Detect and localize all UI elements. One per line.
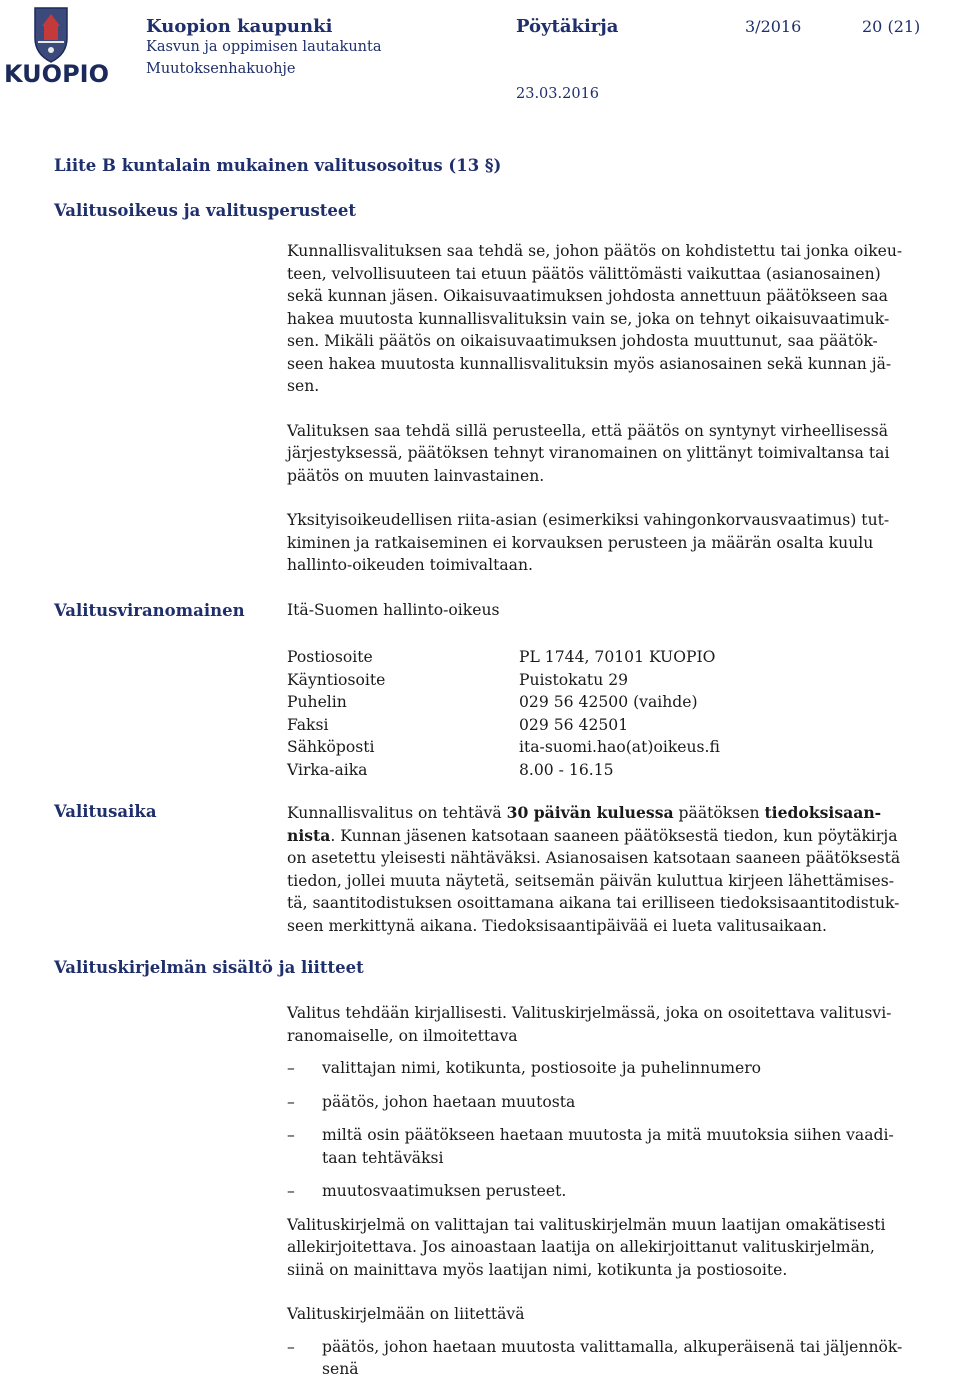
page-title: Liite B kuntalain mukainen valitusosoitus (13 §) — [54, 156, 502, 175]
text-line: teen, velvollisuuteen tai etuun päätös välittömästi vaikuttaa (asianosainen) — [287, 264, 881, 283]
text-line: allekirjoitettava. Jos ainoastaan laatija on allekirjoittanut valituskirjelmän, — [287, 1238, 875, 1256]
section-heading-rights: Valitusoikeus ja valitusperusteet — [54, 201, 357, 220]
attachments-title: Valituskirjelmään on liitettävä — [287, 1305, 525, 1323]
contact-key: Virka-aika — [287, 760, 368, 779]
contents-section — [287, 1002, 957, 1381]
text-line: muutosvaatimuksen perusteet. — [322, 1182, 567, 1200]
list-item — [287, 1336, 957, 1381]
text-line — [287, 825, 957, 848]
text-line: Kunnallisvalituksen saa tehdä se, johon päätös on kohdistettu tai jonka oikeu- — [287, 242, 903, 260]
required-items-list — [287, 1057, 957, 1203]
rights-section — [287, 240, 957, 577]
text-line: tä, saantitodistuksen osoittamana aikana tai erilliseen tiedoksisaantitodistuk- — [287, 894, 900, 912]
text-line: kiminen ja ratkaiseminen ei korvauksen perusteen ja määrän osalta kuulu — [287, 533, 874, 552]
contact-value: 029 56 42500 (vaihde) — [519, 693, 698, 711]
coat-of-arms-icon — [4, 4, 98, 64]
text-line: Valitus tehdään kirjallisesti. Valituskirjelmässä, joka on osoitettava valitusvi- — [287, 1004, 892, 1022]
board-name: Kasvun ja oppimisen lautakunta — [146, 39, 382, 55]
dash-bullet: – — [287, 1092, 295, 1111]
rights-paragraph-2 — [287, 420, 957, 488]
contact-value: Puistokatu 29 — [519, 670, 629, 689]
text-line: päätös, johon haetaan muutosta valittamalla, alkuperäisenä tai jäljennök- — [322, 1337, 903, 1356]
dash-bullet: – — [287, 1182, 295, 1200]
emphasis-days: 30 päivän kuluessa — [506, 803, 674, 822]
text-line: senä — [322, 1360, 359, 1378]
authority-name: Itä-Suomen hallinto-oikeus — [287, 601, 500, 619]
contact-row — [287, 714, 847, 737]
contact-row — [287, 646, 847, 669]
text-line: seen hakea muutosta kunnallisvalituksin myös asianosainen sekä kunnan jä- — [287, 354, 892, 373]
text-line: päätös on muuten lainvastainen. — [287, 466, 545, 485]
authority-contacts — [287, 646, 847, 781]
period-section — [287, 802, 957, 937]
text-run: päätöksen — [673, 804, 765, 822]
authority-label: Valitusviranomainen — [54, 601, 245, 620]
text-line: Yksityisoikeudellisen riita-asian (esimerkiksi vahingonkorvausvaatimus) tut- — [287, 511, 890, 529]
contact-row — [287, 691, 847, 714]
contact-key: Faksi — [287, 715, 329, 734]
list-item — [287, 1091, 957, 1114]
contact-key: Käyntiosoite — [287, 670, 386, 689]
page-number: 20 (21) — [862, 17, 921, 36]
period-paragraph — [287, 802, 957, 937]
emphasis-notification-end: nista — [287, 825, 331, 845]
contact-row — [287, 759, 847, 782]
rights-paragraph-3 — [287, 509, 957, 577]
organization-name: Kuopion kaupunki — [146, 16, 333, 37]
text-line: tiedon, jollei muuta näytetä, seitsemän päivän kuluttua kirjeen lähettämises- — [287, 871, 895, 890]
contact-row — [287, 669, 847, 692]
text-line: Valituskirjelmä on valittajan tai valituskirjelmän muun laatijan omakätisesti — [287, 1215, 886, 1234]
document-type: Pöytäkirja — [516, 16, 619, 37]
text-line: sen. Mikäli päätös on oikaisuvaatimuksen johdosta muuttunut, saa päätök- — [287, 332, 878, 350]
list-item — [287, 1124, 957, 1169]
contact-row — [287, 736, 847, 759]
text-line: Valituksen saa tehdä sillä perusteella, että päätös on syntynyt virheellisessä — [287, 421, 889, 440]
list-item — [287, 1057, 957, 1080]
text-line: siinä on mainittava myös laatijan nimi, kotikunta ja postiosoite. — [287, 1260, 788, 1279]
text-line: miltä osin päätökseen haetaan muutosta ja mitä muutoksia siihen vaadi- — [322, 1126, 894, 1144]
contact-value-email: ita-suomi.hao(at)oikeus.fi — [519, 738, 720, 756]
text-line: sekä kunnan jäsen. Oikaisuvaatimuksen johdosta annettuun päätökseen saa — [287, 287, 888, 305]
document-number: 3/2016 — [745, 17, 802, 36]
text-line: hakea muutosta kunnallisvalituksin vain se, joka on tehnyt oikaisuvaatimuk- — [287, 309, 890, 328]
section-name: Muutoksenhakuohje — [146, 61, 296, 77]
text-line: sen. — [287, 377, 320, 395]
attachments-list — [287, 1336, 957, 1381]
rights-paragraph-1 — [287, 240, 957, 398]
list-item — [287, 1180, 957, 1203]
contact-value: 029 56 42501 — [519, 715, 629, 734]
signature-paragraph — [287, 1214, 957, 1282]
contact-key: Sähköposti — [287, 738, 375, 756]
text-line: seen merkittynä aikana. Tiedoksisaantipäivää ei lueta valitusaikaan. — [287, 916, 827, 935]
contact-value: 8.00 - 16.15 — [519, 760, 614, 779]
text-line: valittajan nimi, kotikunta, postiosoite ja puhelinnumero — [322, 1059, 762, 1077]
logo-wordmark: KUOPIO — [4, 60, 109, 88]
text-run: . Kunnan jäsenen katsotaan saaneen päätöksestä tiedon, kun pöytäkirja — [330, 826, 898, 845]
contact-value: PL 1744, 70101 KUOPIO — [519, 648, 716, 666]
contact-key: Postiosoite — [287, 648, 373, 666]
text-line: hallinto-oikeuden toimivaltaan. — [287, 556, 533, 574]
dash-bullet: – — [287, 1337, 295, 1356]
emphasis-notification: tiedoksisaan- — [764, 803, 882, 822]
text-line: järjestyksessä, päätöksen tehnyt viranomainen on ylittänyt toimivaltansa tai — [287, 444, 890, 462]
contents-intro — [287, 1002, 957, 1047]
period-label: Valitusaika — [54, 802, 157, 821]
dash-bullet: – — [287, 1059, 295, 1077]
dash-bullet: – — [287, 1126, 295, 1144]
text-line: taan tehtäväksi — [322, 1148, 444, 1167]
document-date: 23.03.2016 — [516, 86, 600, 102]
text-line: ranomaiselle, on ilmoitettava — [287, 1026, 518, 1045]
text-run: Kunnallisvalitus on tehtävä — [287, 804, 507, 822]
text-line — [287, 802, 957, 825]
text-line: päätös, johon haetaan muutosta — [322, 1092, 576, 1111]
text-line: on asetettu yleisesti nähtäväksi. Asianosaisen katsotaan saaneen päätöksestä — [287, 849, 901, 867]
contents-label: Valituskirjelmän sisältö ja liitteet — [54, 958, 364, 977]
contact-key: Puhelin — [287, 693, 347, 711]
